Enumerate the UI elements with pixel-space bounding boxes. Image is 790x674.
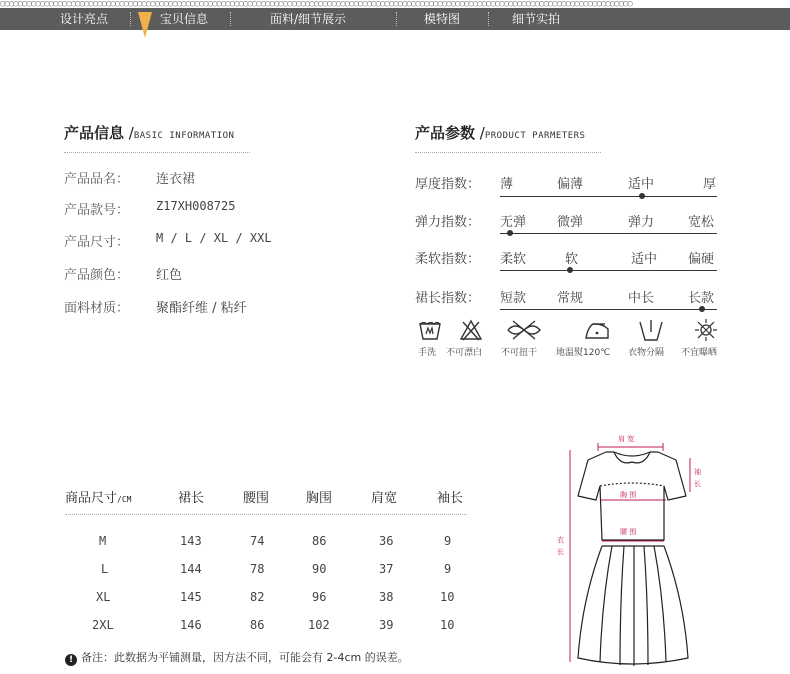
param-option: 厚 [703,177,717,192]
size-cell: 9 [444,534,452,548]
info-value-name: 连衣裙 [156,172,196,187]
chest-label: 胸 围 [620,491,637,499]
size-cell: 144 [180,562,202,576]
param-option: 长款 [688,291,715,306]
param-label-thickness: 厚度指数： [415,177,481,192]
info-label-name: 产品品名： [64,172,130,187]
product-info-title: 产品信息 /BASIC INFORMATION [64,124,235,142]
nav-divider [230,12,231,26]
nav-divider [130,12,131,26]
size-col-header: 胸围 [306,491,333,506]
nav-tab-design[interactable]: 设计亮点 [60,12,109,26]
top-nav [0,0,790,30]
dress-diagram [548,430,718,670]
size-col-header: 裙长 [178,491,205,506]
care-label-no-wring: 不可扭干 [501,348,538,358]
care-label-no-sun: 不宜曝晒 [681,348,718,358]
param-label-length: 裙长指数： [415,291,481,306]
size-cell: 82 [250,590,265,604]
info-value-material: 聚酯纤维 / 粘纤 [156,301,247,316]
param-selected-dot [507,230,513,236]
info-value-size: M / L / XL / XXL [156,231,272,245]
active-tab-indicator-icon [138,12,152,38]
param-selected-dot [699,306,705,312]
size-cell: 145 [180,590,202,604]
size-cell: 37 [379,562,394,576]
info-value-sku: Z17XH008725 [156,199,236,213]
param-selected-dot [567,267,573,273]
size-cell: 96 [312,590,327,604]
param-scale-line [500,309,717,310]
param-option: 偏薄 [557,177,584,192]
param-option: 软 [565,252,579,267]
divider [64,152,250,153]
length-label-1: 衣 [557,536,564,544]
size-cell: 36 [379,534,394,548]
param-option: 薄 [500,177,514,192]
nav-tab-fabric[interactable]: 面料/细节展示 [270,12,347,26]
length-label-2: 长 [557,548,564,556]
size-cell: 90 [312,562,327,576]
size-table-header-label: 商品尺寸/CM [65,491,132,506]
size-cell: 9 [444,562,452,576]
size-cell-size: XL [96,590,111,604]
sleeve-label-1: 袖 [694,468,701,476]
product-params-title: 产品参数 /PRODUCT PARMETERS [415,124,586,142]
nav-tab-model[interactable]: 模特图 [424,12,461,26]
size-cell: 146 [180,618,202,632]
care-label-low-iron: 地温熨120℃ [556,348,611,358]
care-label-no-bleach: 不可漂白 [446,348,483,358]
param-selected-dot [639,193,645,199]
param-option: 宽松 [688,215,715,230]
info-label-size: 产品尺寸： [64,235,130,250]
size-note: ! 备注：此数据为平铺测量，因方法不同，可能会有 2-4cm 的误差。 [65,649,409,666]
no-wring-icon [505,318,543,342]
size-cell: 78 [250,562,265,576]
param-option: 适中 [631,252,658,267]
param-option: 中长 [628,291,655,306]
param-option: 适中 [628,177,655,192]
nav-divider [488,12,489,26]
param-scale-line [500,233,717,234]
hand-wash-icon [418,318,442,342]
size-cell: 86 [250,618,265,632]
param-option: 弹力 [628,215,655,230]
nav-tab-product-info[interactable]: 宝贝信息 [160,12,209,26]
size-cell: 39 [379,618,394,632]
divider [415,152,601,153]
param-option: 短款 [500,291,527,306]
param-option: 柔软 [500,252,527,267]
size-cell: 10 [440,590,455,604]
param-option: 常规 [557,291,584,306]
size-cell: 74 [250,534,265,548]
warning-icon: ! [65,654,77,666]
low-iron-icon [583,318,611,342]
size-col-header: 腰围 [243,491,270,506]
param-label-elasticity: 弹力指数： [415,215,481,230]
param-scale-line [500,196,717,197]
nav-divider [396,12,397,26]
sleeve-label-2: 长 [694,480,701,488]
param-scale-line [500,270,717,271]
param-option: 微弹 [557,215,584,230]
nav-tab-details[interactable]: 细节实拍 [512,12,561,26]
size-cell: 86 [312,534,327,548]
divider [65,514,467,515]
nav-bar [0,8,790,30]
no-bleach-icon [459,318,483,342]
waist-label: 腰 围 [620,528,637,536]
separate-wash-icon [637,318,665,342]
care-label-hand-wash: 手洗 [418,348,437,358]
param-option: 无弹 [500,215,527,230]
size-cell: 102 [308,618,330,632]
size-col-header: 肩宽 [371,491,398,506]
shoulder-label: 肩 宽 [618,435,635,443]
ring-border: ○○○○○○○○○○○○○○○○○○○○○○○○○○○○○○○○○○○○○○○○○○○○○○○○○○○○○○○○○○○○○○○○○○○○○○○○○○○○○○○○○○○○○○○○○○○○○○○○○○○○○○○○○○○○○○○○○○○○○○○○○○○○○○○○○○○○○○○○○○○○○○○ [0,0,632,8]
info-value-color: 红色 [156,268,183,283]
info-label-sku: 产品款号： [64,203,130,218]
care-label-separate: 衣物分隔 [628,348,665,358]
size-cell-size: L [101,562,109,576]
info-label-material: 面料材质： [64,301,130,316]
size-cell: 38 [379,590,394,604]
size-cell: 143 [180,534,202,548]
size-cell-size: 2XL [92,618,114,632]
size-col-header: 袖长 [437,491,464,506]
info-label-color: 产品颜色： [64,268,130,283]
no-sun-dry-icon [694,318,718,342]
param-option: 偏硬 [688,252,715,267]
size-cell-size: M [99,534,107,548]
param-label-softness: 柔软指数： [415,252,481,267]
size-cell: 10 [440,618,455,632]
